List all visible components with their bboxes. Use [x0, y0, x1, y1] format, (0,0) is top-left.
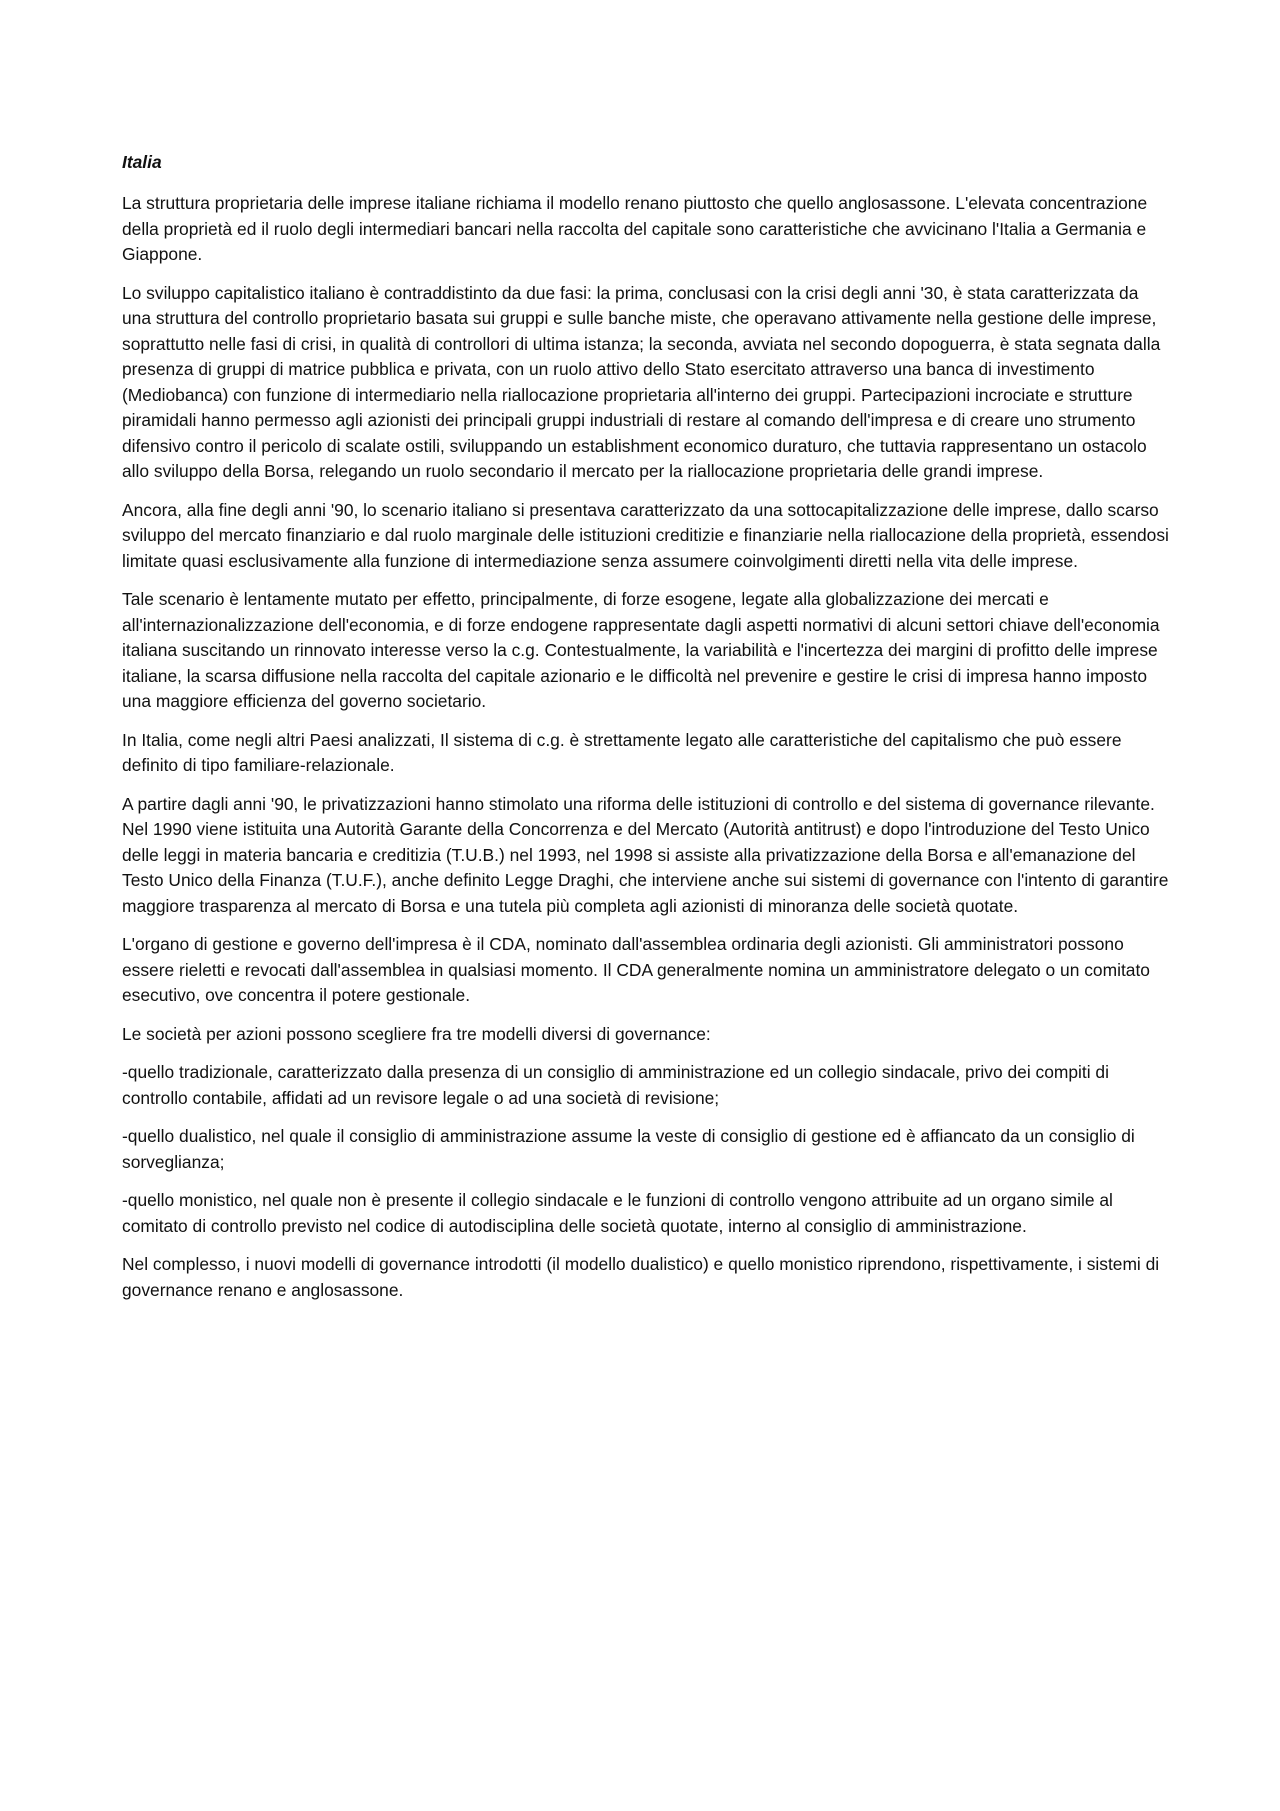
document-page: [122, 150, 1172, 1316]
paragraph-privatizations: A partire dagli anni '90, le privatizzazioni hanno stimolato una riforma delle istituzioni di controllo e del sistema di governance rilevante. Nel 1990 viene istituita una Autorità Garante della Concorrenza e del Mercato (Autorità antitrust) e dopo l'introduzione del Testo Unico delle leggi in materia bancaria e creditizia (T.U.B.) nel 1993, nel 1998 si assiste alla privatizzazione della Borsa e all'emanazione del Testo Unico della Finanza (T.U.F.), anche definito Legge Draghi, che interviene anche sui sistemi di governance con l'intento di garantire maggiore trasparenza al mercato di Borsa e una tutela più completa agli azionisti di minoranza delle società quotate.: [122, 793, 1169, 916]
paragraph-model-monistic: -quello monistico, nel quale non è presente il collegio sindacale e le funzioni di controllo vengono attribuite ad un organo simile al comitato di controllo previsto nel codice di autodisciplina delle società quotate, interno al consiglio di amministrazione.: [122, 1190, 1113, 1236]
paragraph-ownership-structure: La struttura proprietaria delle imprese italiane richiama il modello renano piuttosto che quello anglosassone. L'elevata concentrazione della proprietà ed il ruolo degli intermediari bancari nella raccolta del capitale sono caratteristiche che avvicinano l'Italia a Germania e Giappone.: [122, 193, 1148, 264]
paragraph-governance-models-intro: Le società per azioni possono scegliere fra tre modelli diversi di governance:: [122, 1023, 711, 1044]
section-title: Italia: [122, 152, 162, 172]
paragraph-conclusion: Nel complesso, i nuovi modelli di governance introdotti (il modello dualistico) e quello monistico riprendono, rispettivamente, i sistemi di governance renano e anglosassone.: [122, 1254, 1160, 1300]
paragraph-capitalist-development: Lo sviluppo capitalistico italiano è contraddistinto da due fasi: la prima, conclusasi con la crisi degli anni '30, è stata caratterizzata da una struttura del controllo proprietario basata sui gruppi e sulle banche miste, che operavano attivamente nella gestione delle imprese, soprattutto nelle fasi di crisi, in qualità di controllori di ultima istanza; la seconda, avviata nel secondo dopoguerra, è stata segnata dalla presenza di gruppi di matrice pubblica e privata, con un ruolo attivo dello Stato esercitato attraverso una banca di investimento (Mediobanca) con funzione di intermediario nella riallocazione proprietaria all'interno dei gruppi. Partecipazioni incrociate e strutture piramidali hanno permesso agli azionisti dei principali gruppi industriali di restare al comando dell'impresa e di creare uno strumento difensivo contro il pericolo di scalate ostili, sviluppando un establishment economico duraturo, che tuttavia rappresentano un ostacolo allo sviluppo della Borsa, relegando un ruolo secondario il mercato per la riallocazione proprietaria delle grandi imprese.: [122, 282, 1161, 481]
paragraph-family-capitalism: In Italia, come negli altri Paesi analizzati, Il sistema di c.g. è strettamente legato alle caratteristiche del capitalismo che può essere definito di tipo familiare-relazionale.: [122, 729, 1122, 775]
paragraph-late-90s-scenario: Ancora, alla fine degli anni '90, lo scenario italiano si presentava caratterizzato da una sottocapitalizzazione delle imprese, dallo scarso sviluppo del mercato finanziario e dal ruolo marginale delle istituzioni creditizie e finanziarie nella riallocazione della proprietà, essendosi limitate quasi esclusivamente alla funzione di intermediazione senza assumere coinvolgimenti diretti nella vita delle imprese.: [122, 499, 1169, 571]
paragraph-cda: L'organo di gestione e governo dell'impresa è il CDA, nominato dall'assemblea ordinaria degli azionisti. Gli amministratori possono essere rieletti e revocati dall'assemblea in qualsiasi momento. Il CDA generalmente nomina un amministratore delegato o un comitato esecutivo, ove concentra il potere gestionale.: [122, 934, 1150, 1005]
paragraph-scenario-change: Tale scenario è lentamente mutato per effetto, principalmente, di forze esogene, legate alla globalizzazione dei mercati e all'internazionalizzazione dell'economia, e di forze endogene rappresentate dagli aspetti normativi di alcuni settori chiave dell'economia italiana suscitando un rinnovato interesse verso la c.g. Contestualmente, la variabilità e l'incertezza dei margini di profitto delle imprese italiane, la scarsa diffusione nella raccolta del capitale azionario e le difficoltà nel prevenire e gestire le crisi di impresa hanno imposto una maggiore efficienza del governo societario.: [122, 589, 1160, 711]
paragraph-model-traditional: -quello tradizionale, caratterizzato dalla presenza di un consiglio di amministrazione ed un collegio sindacale, privo dei compiti di controllo contabile, affidati ad un revisore legale o ad una società di revisione;: [122, 1062, 1109, 1108]
paragraph-model-dualistic: -quello dualistico, nel quale il consiglio di amministrazione assume la veste di consiglio di gestione ed è affiancato da un consiglio di sorveglianza;: [122, 1126, 1135, 1172]
